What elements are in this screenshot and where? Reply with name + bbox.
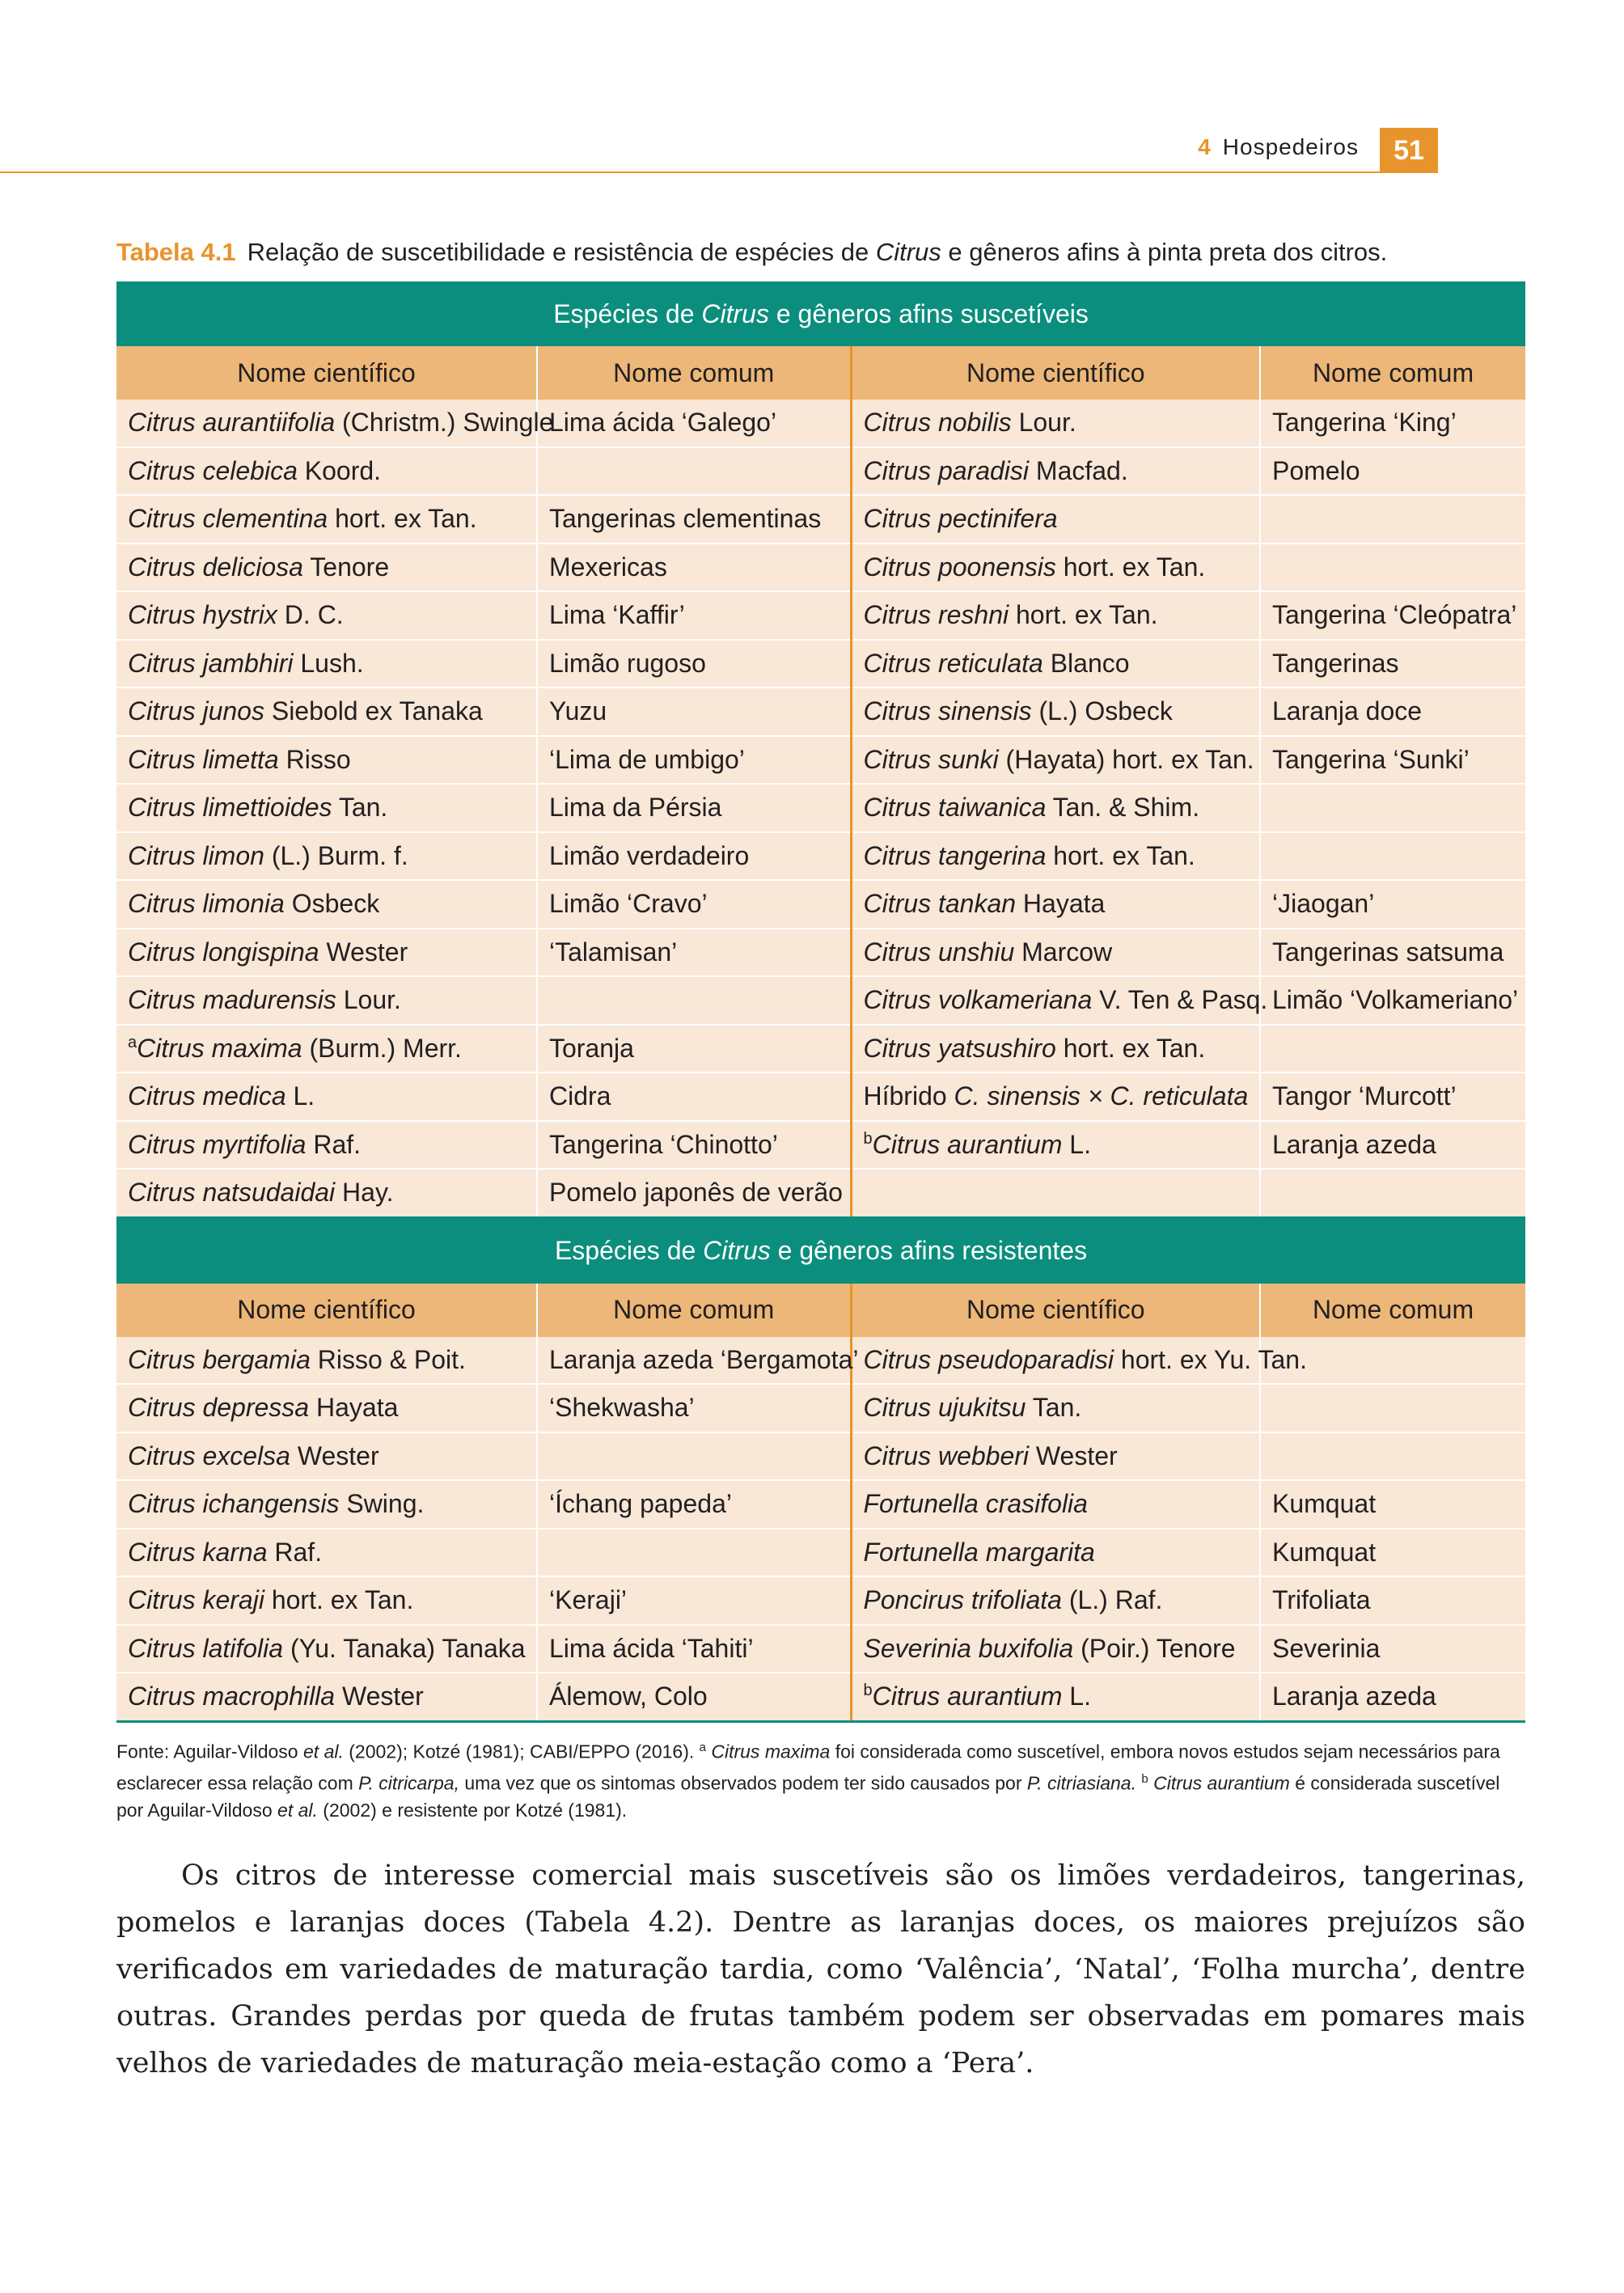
- table-row: [116, 1072, 1525, 1121]
- scientific-name-cell: [116, 495, 537, 544]
- authority: Hayata: [1022, 889, 1106, 919]
- scientific-name-cell: [851, 880, 1260, 929]
- table-row: [116, 1480, 1525, 1529]
- scientific-name-cell: [116, 400, 554, 447]
- species-name: Citrus depressa: [128, 1393, 310, 1423]
- scientific-name-cell: [116, 1169, 537, 1217]
- scientific-name-cell: [851, 400, 1260, 447]
- authority: D. C.: [284, 600, 344, 630]
- scientific-name-cell: [851, 1025, 1260, 1073]
- authority: Swing.: [346, 1489, 425, 1519]
- section-header-row: [116, 281, 1525, 346]
- column-header: Nome comum: [537, 1284, 851, 1337]
- authority: Koord.: [304, 455, 382, 485]
- common-name-cell: ‘Lima de umbigo’: [537, 736, 851, 785]
- table-row: [116, 880, 1525, 929]
- species-name: Citrus madurensis: [128, 985, 336, 1015]
- table-label: Tabela 4.1: [116, 238, 236, 266]
- running-head: [1165, 134, 1359, 160]
- species-name: Citrus pectinifera: [863, 504, 1058, 534]
- common-name-cell: Tangerina ‘Sunki’: [1260, 736, 1525, 785]
- table-body: [116, 281, 1525, 1721]
- species-name: Citrus aurantium: [872, 1682, 1063, 1711]
- column-header: Nome comum: [537, 346, 851, 400]
- authority: Blanco: [1050, 648, 1130, 678]
- common-name-cell: Laranja azeda: [1260, 1121, 1525, 1170]
- common-name-cell: Cidra: [537, 1072, 851, 1121]
- common-name-cell: Kumquat: [1260, 1529, 1525, 1577]
- common-name-cell: Trifoliata: [1260, 1576, 1525, 1625]
- scientific-name-cell: [851, 591, 1260, 640]
- chapter-number: 4: [1198, 134, 1212, 159]
- scientific-name-cell: [116, 1025, 537, 1073]
- caption-italic: Citrus: [875, 238, 941, 266]
- column-header: Nome científico: [851, 1284, 1260, 1337]
- column-header: Nome comum: [1260, 346, 1525, 400]
- scientific-name-cell: [116, 591, 537, 640]
- common-name-cell: Tangerina ‘King’: [1260, 400, 1525, 447]
- column-header: Nome científico: [116, 1284, 537, 1337]
- common-name-cell: Lima ‘Kaffir’: [537, 591, 851, 640]
- footnote-text: uma vez que os sintomas observados podem ter sido causados por: [459, 1772, 1027, 1794]
- scientific-name-cell: [851, 832, 1260, 881]
- column-header: Nome comum: [1260, 1284, 1525, 1337]
- species-name: Citrus tankan: [863, 889, 1017, 919]
- species-name: Citrus deliciosa: [128, 552, 303, 582]
- common-name-cell: Lima ácida ‘Tahiti’: [537, 1625, 851, 1673]
- footnote-italic: Citrus maxima: [711, 1741, 831, 1762]
- authority: (L.) Osbeck: [1038, 696, 1173, 726]
- footnote-marker: b: [1141, 1771, 1148, 1786]
- species-name: Citrus hystrix: [128, 600, 277, 630]
- species-name: Citrus poonensis: [863, 552, 1056, 582]
- scientific-name-cell: [116, 1384, 537, 1432]
- scientific-name-cell: [116, 1673, 537, 1721]
- common-name-cell: Tangerinas: [1260, 640, 1525, 688]
- footnote-italic: P. citricarpa,: [358, 1772, 459, 1794]
- table-row: [116, 736, 1525, 785]
- common-name-cell: Tangerina ‘Chinotto’: [537, 1121, 851, 1170]
- species-name: Citrus tangerina: [863, 840, 1047, 870]
- scientific-name-cell: [116, 1529, 537, 1577]
- scientific-name-cell: [116, 1432, 537, 1481]
- scientific-name-cell: [851, 1529, 1260, 1577]
- scientific-name-cell: [851, 784, 1260, 832]
- common-name-cell: Laranja doce: [1260, 687, 1525, 736]
- authority: Risso & Poit.: [317, 1344, 466, 1374]
- species-name: Citrus excelsa: [128, 1441, 290, 1470]
- species-name: Citrus celebica: [128, 455, 298, 485]
- scientific-name-cell: [851, 1576, 1260, 1625]
- species-name: Citrus sunki: [863, 744, 999, 774]
- authority: hort. ex Tan.: [1016, 600, 1158, 630]
- table-row: [116, 1576, 1525, 1625]
- common-name-cell: [1260, 1384, 1525, 1432]
- common-name-cell: ‘Talamisan’: [537, 929, 851, 977]
- authority: L.: [1069, 1129, 1091, 1159]
- scientific-name-cell: [116, 1121, 537, 1170]
- species-name: Fortunella margarita: [863, 1537, 1095, 1567]
- species-name: Citrus pseudoparadisi: [863, 1344, 1114, 1374]
- common-name-cell: [1260, 1432, 1525, 1481]
- species-name: Citrus sinensis: [863, 696, 1032, 726]
- common-name-cell: [537, 1529, 851, 1577]
- section-title-italic: Citrus: [703, 1236, 771, 1265]
- authority: Lour.: [1018, 408, 1076, 438]
- scientific-name-cell: [116, 447, 537, 496]
- common-name-cell: ‘Keraji’: [537, 1576, 851, 1625]
- authority: Tan.: [338, 793, 388, 823]
- common-name-cell: ‘Shekwasha’: [537, 1384, 851, 1432]
- species-name: Citrus macrophilla: [128, 1682, 336, 1711]
- section-title-italic: Citrus: [701, 298, 769, 328]
- authority: hort. ex Tan.: [1053, 840, 1195, 870]
- column-header: Nome científico: [851, 346, 1260, 400]
- common-name-cell: Mexericas: [537, 544, 851, 592]
- common-name-cell: [537, 447, 851, 496]
- section-title: [116, 281, 1525, 346]
- table-row: [116, 640, 1525, 688]
- table-row: [116, 832, 1525, 881]
- footnote-text: é considerada suscetível por Aguilar-Vildoso: [116, 1772, 1500, 1821]
- authority: Tenore: [310, 552, 390, 582]
- table-row: [116, 1625, 1525, 1673]
- table-row: [116, 1673, 1525, 1721]
- species-name: Citrus natsudaidai: [128, 1178, 336, 1208]
- section-title-after: e gêneros afins suscetíveis: [776, 298, 1089, 328]
- species-name: Citrus longispina: [128, 937, 319, 967]
- common-name-cell: Kumquat: [1260, 1480, 1525, 1529]
- scientific-name-cell: [851, 1480, 1260, 1529]
- scientific-name-cell: [116, 687, 537, 736]
- table-caption: [116, 238, 1387, 267]
- footnote-text: Fonte: Aguilar-Vildoso: [116, 1741, 303, 1762]
- scientific-name-cell: [851, 544, 1260, 592]
- authority: Risso: [285, 744, 351, 774]
- common-name-cell: [1260, 832, 1525, 881]
- column-header-row: [116, 346, 1525, 400]
- common-name-cell: Tangerinas clementinas: [537, 495, 851, 544]
- table-row: [116, 929, 1525, 977]
- footnote-italic: Citrus aurantium: [1153, 1772, 1290, 1794]
- species-name: Citrus ichangensis: [128, 1489, 340, 1519]
- common-name-cell: [1260, 544, 1525, 592]
- footnote-marker: a: [128, 1033, 137, 1051]
- column-header-row: [116, 1284, 1525, 1337]
- authority: hort. ex Yu. Tan.: [1120, 1344, 1307, 1374]
- citrus-table: [116, 281, 1525, 1723]
- column-header: Nome científico: [116, 346, 537, 400]
- scientific-name-cell: [851, 1673, 1260, 1721]
- species-name: Citrus volkameriana: [863, 985, 1093, 1015]
- scientific-name-cell: [851, 976, 1268, 1025]
- species-name: Citrus myrtifolia: [128, 1129, 307, 1159]
- scientific-name-cell: [116, 880, 537, 929]
- scientific-name-cell: [851, 1072, 1260, 1121]
- species-name: Citrus limonia: [128, 889, 285, 919]
- footnote-text: (2002); Kotzé (1981); CABI/EPPO (2016).: [343, 1741, 700, 1762]
- scientific-name-cell: [851, 640, 1260, 688]
- authority: Macfad.: [1035, 455, 1128, 485]
- species-name: Citrus medica: [128, 1081, 286, 1111]
- common-name-cell: [537, 976, 851, 1025]
- scientific-name-cell: [851, 447, 1260, 496]
- species-name: Citrus maxima: [137, 1033, 302, 1063]
- species-name: Citrus clementina: [128, 504, 328, 534]
- caption-text-after: e gêneros afins à pinta preta dos citros.: [948, 238, 1388, 266]
- footnote-italic: et al.: [277, 1800, 318, 1821]
- scientific-name-cell: [851, 1121, 1260, 1170]
- authority: L.: [1069, 1682, 1091, 1711]
- footnote-text: foi considerada como suscetível, embora novos estudos sejam necessários para esclarecer essa relação com: [116, 1741, 1500, 1794]
- species-name: Citrus nobilis: [863, 408, 1012, 438]
- authority: (Burm.) Merr.: [309, 1033, 462, 1063]
- scientific-name-cell: [116, 976, 537, 1025]
- authority: (L.) Burm. f.: [271, 840, 408, 870]
- common-name-cell: Tangerina ‘Cleópatra’: [1260, 591, 1525, 640]
- species-name: Citrus taiwanica: [863, 793, 1047, 823]
- table-row: [116, 1121, 1525, 1170]
- common-name-cell: Lima da Pérsia: [537, 784, 851, 832]
- species-name: Citrus webberi: [863, 1441, 1030, 1470]
- authority: Raf.: [313, 1129, 362, 1159]
- species-name: Citrus unshiu: [863, 937, 1015, 967]
- species-name: Fortunella crasifolia: [863, 1489, 1088, 1519]
- common-name-cell: Pomelo: [1260, 447, 1525, 496]
- species-name: Citrus keraji: [128, 1585, 264, 1615]
- common-name-cell: Laranja azeda ‘Bergamota’: [537, 1337, 851, 1385]
- species-name: Citrus reshni: [863, 600, 1009, 630]
- table-row: [116, 591, 1525, 640]
- authority: Tan.: [1032, 1393, 1082, 1423]
- authority: Siebold ex Tanaka: [271, 696, 483, 726]
- table-row: [116, 400, 1525, 447]
- scientific-name-cell: [851, 1432, 1260, 1481]
- footnote-marker: b: [863, 1682, 873, 1700]
- scientific-name-cell: [851, 1169, 1260, 1217]
- authority: Lush.: [300, 648, 364, 678]
- species-name: Citrus ujukitsu: [863, 1393, 1026, 1423]
- common-name-cell: Lima ácida ‘Galego’: [537, 400, 851, 447]
- table-row: [116, 1384, 1525, 1432]
- scientific-name-cell: [116, 544, 537, 592]
- authority: L.: [293, 1081, 315, 1111]
- footnote-marker: a: [699, 1741, 706, 1754]
- species-name: Citrus limetta: [128, 744, 279, 774]
- section-header-row: [116, 1217, 1525, 1284]
- table-row: [116, 687, 1525, 736]
- authority: Hay.: [342, 1178, 394, 1208]
- scientific-name-cell: [116, 640, 537, 688]
- authority: hort. ex Tan.: [1063, 552, 1206, 582]
- scientific-name-cell: [851, 495, 1260, 544]
- scientific-name-cell: [116, 1480, 537, 1529]
- authority: Wester: [341, 1682, 424, 1711]
- common-name-cell: Toranja: [537, 1025, 851, 1073]
- common-name-cell: [1260, 784, 1525, 832]
- header-rule: [0, 171, 1438, 173]
- species-name: Citrus limon: [128, 840, 264, 870]
- common-name-cell: Limão ‘Cravo’: [537, 880, 851, 929]
- species-name: Citrus aurantium: [872, 1129, 1063, 1159]
- authority: Raf.: [274, 1537, 323, 1567]
- name-prefix: Híbrido: [863, 1081, 947, 1111]
- section-title-before: Espécies de: [554, 1236, 696, 1265]
- scientific-name-cell: [851, 687, 1260, 736]
- authority: Lour.: [343, 985, 401, 1015]
- scientific-name-cell: [851, 1337, 1307, 1385]
- common-name-cell: Yuzu: [537, 687, 851, 736]
- common-name-cell: ‘Íchang papeda’: [537, 1480, 851, 1529]
- table-footnote: [116, 1734, 1525, 1824]
- common-name-cell: Limão verdadeiro: [537, 832, 851, 881]
- common-name-cell: [1260, 1025, 1525, 1073]
- table-row: [116, 784, 1525, 832]
- table-row: [116, 1432, 1525, 1481]
- authority: (L.) Raf.: [1068, 1585, 1163, 1615]
- caption-text-before: Relação de suscetibilidade e resistência de espécies de: [247, 238, 869, 266]
- table-row: [116, 1025, 1525, 1073]
- species-name: Severinia buxifolia: [863, 1633, 1074, 1663]
- species-name: Citrus junos: [128, 696, 264, 726]
- table-row: [116, 495, 1525, 544]
- body-paragraph: Os citros de interesse comercial mais suscetíveis são os limões verdadeiros, tangerinas, pomelos e laranjas doces (Tabela 4.2). Dentre as laranjas doces, os maiores prejuízos são verificados em variedades de maturação tardia, como ‘Valência’, ‘Natal’, ‘Folha murcha’, dentre outras. Grandes perdas por queda de frutas também podem ser observadas em pomares mais velhos de variedades de maturação meia-estação como a ‘Pera’.: [116, 1859, 1525, 2079]
- authority: (Christm.) Swingle: [342, 408, 554, 438]
- common-name-cell: Severinia: [1260, 1625, 1525, 1673]
- authority: (Poir.) Tenore: [1081, 1633, 1236, 1663]
- scientific-name-cell: [116, 832, 537, 881]
- common-name-cell: [1260, 1169, 1525, 1217]
- authority: (Hayata) hort. ex Tan.: [1005, 744, 1254, 774]
- authority: Marcow: [1021, 937, 1113, 967]
- table-row: [116, 447, 1525, 496]
- footnote-marker: b: [863, 1129, 873, 1148]
- chapter-title: Hospedeiros: [1222, 134, 1359, 159]
- authority: (Yu. Tanaka) Tanaka: [290, 1633, 526, 1663]
- authority: hort. ex Tan.: [335, 504, 477, 534]
- authority: Osbeck: [291, 889, 380, 919]
- scientific-name-cell: [851, 929, 1260, 977]
- table-row: [116, 1169, 1525, 1217]
- authority: hort. ex Tan.: [1063, 1033, 1206, 1063]
- scientific-name-cell: [116, 1072, 537, 1121]
- scientific-name-cell: [116, 736, 537, 785]
- footnote-italic: et al.: [303, 1741, 344, 1762]
- authority: hort. ex Tan.: [271, 1585, 414, 1615]
- scientific-name-cell: [851, 736, 1260, 785]
- species-name: Citrus latifolia: [128, 1633, 284, 1663]
- scientific-name-cell: [116, 929, 537, 977]
- species-name: C. sinensis × C. reticulata: [954, 1081, 1249, 1111]
- table-row: [116, 1337, 1525, 1385]
- species-name: Poncirus trifoliata: [863, 1585, 1062, 1615]
- species-name: Citrus jambhiri: [128, 648, 294, 678]
- table-row: [116, 1529, 1525, 1577]
- species-name: Citrus aurantiifolia: [128, 408, 336, 438]
- authority: Wester: [297, 1441, 379, 1470]
- scientific-name-cell: [851, 1384, 1260, 1432]
- species-name: Citrus karna: [128, 1537, 268, 1567]
- scientific-name-cell: [116, 1337, 537, 1385]
- authority: Wester: [326, 937, 408, 967]
- table-row: [116, 976, 1525, 1025]
- section-title-after: e gêneros afins resistentes: [777, 1236, 1088, 1265]
- species-name: Citrus yatsushiro: [863, 1033, 1056, 1063]
- species-name: Citrus limettioides: [128, 793, 332, 823]
- species-name: Citrus paradisi: [863, 455, 1030, 485]
- page-number: 51: [1380, 128, 1438, 173]
- common-name-cell: ‘Jiaogan’: [1260, 880, 1525, 929]
- authority: V. Ten & Pasq.: [1099, 985, 1268, 1015]
- common-name-cell: Álemow, Colo: [537, 1673, 851, 1721]
- common-name-cell: Tangerinas satsuma: [1260, 929, 1525, 977]
- footnote-italic: P. citriasiana.: [1026, 1772, 1136, 1794]
- authority: Tan. & Shim.: [1052, 793, 1200, 823]
- common-name-cell: Limão rugoso: [537, 640, 851, 688]
- common-name-cell: Limão ‘Volkameriano’: [1260, 976, 1525, 1025]
- species-name: Citrus bergamia: [128, 1344, 311, 1374]
- section-title-before: Espécies de: [553, 298, 695, 328]
- species-name: Citrus reticulata: [863, 648, 1043, 678]
- authority: Hayata: [315, 1393, 399, 1423]
- section-title: [116, 1217, 1525, 1284]
- common-name-cell: Tangor ‘Murcott’: [1260, 1072, 1525, 1121]
- scientific-name-cell: [116, 784, 537, 832]
- common-name-cell: Laranja azeda: [1260, 1673, 1525, 1721]
- scientific-name-cell: [851, 1625, 1260, 1673]
- common-name-cell: [1260, 495, 1525, 544]
- common-name-cell: [537, 1432, 851, 1481]
- scientific-name-cell: [116, 1576, 537, 1625]
- footnote-text: (2002) e resistente por Kotzé (1981).: [317, 1800, 628, 1821]
- common-name-cell: Pomelo japonês de verão: [537, 1169, 851, 1217]
- scientific-name-cell: [116, 1625, 537, 1673]
- authority: Wester: [1035, 1441, 1118, 1470]
- table-row: [116, 544, 1525, 592]
